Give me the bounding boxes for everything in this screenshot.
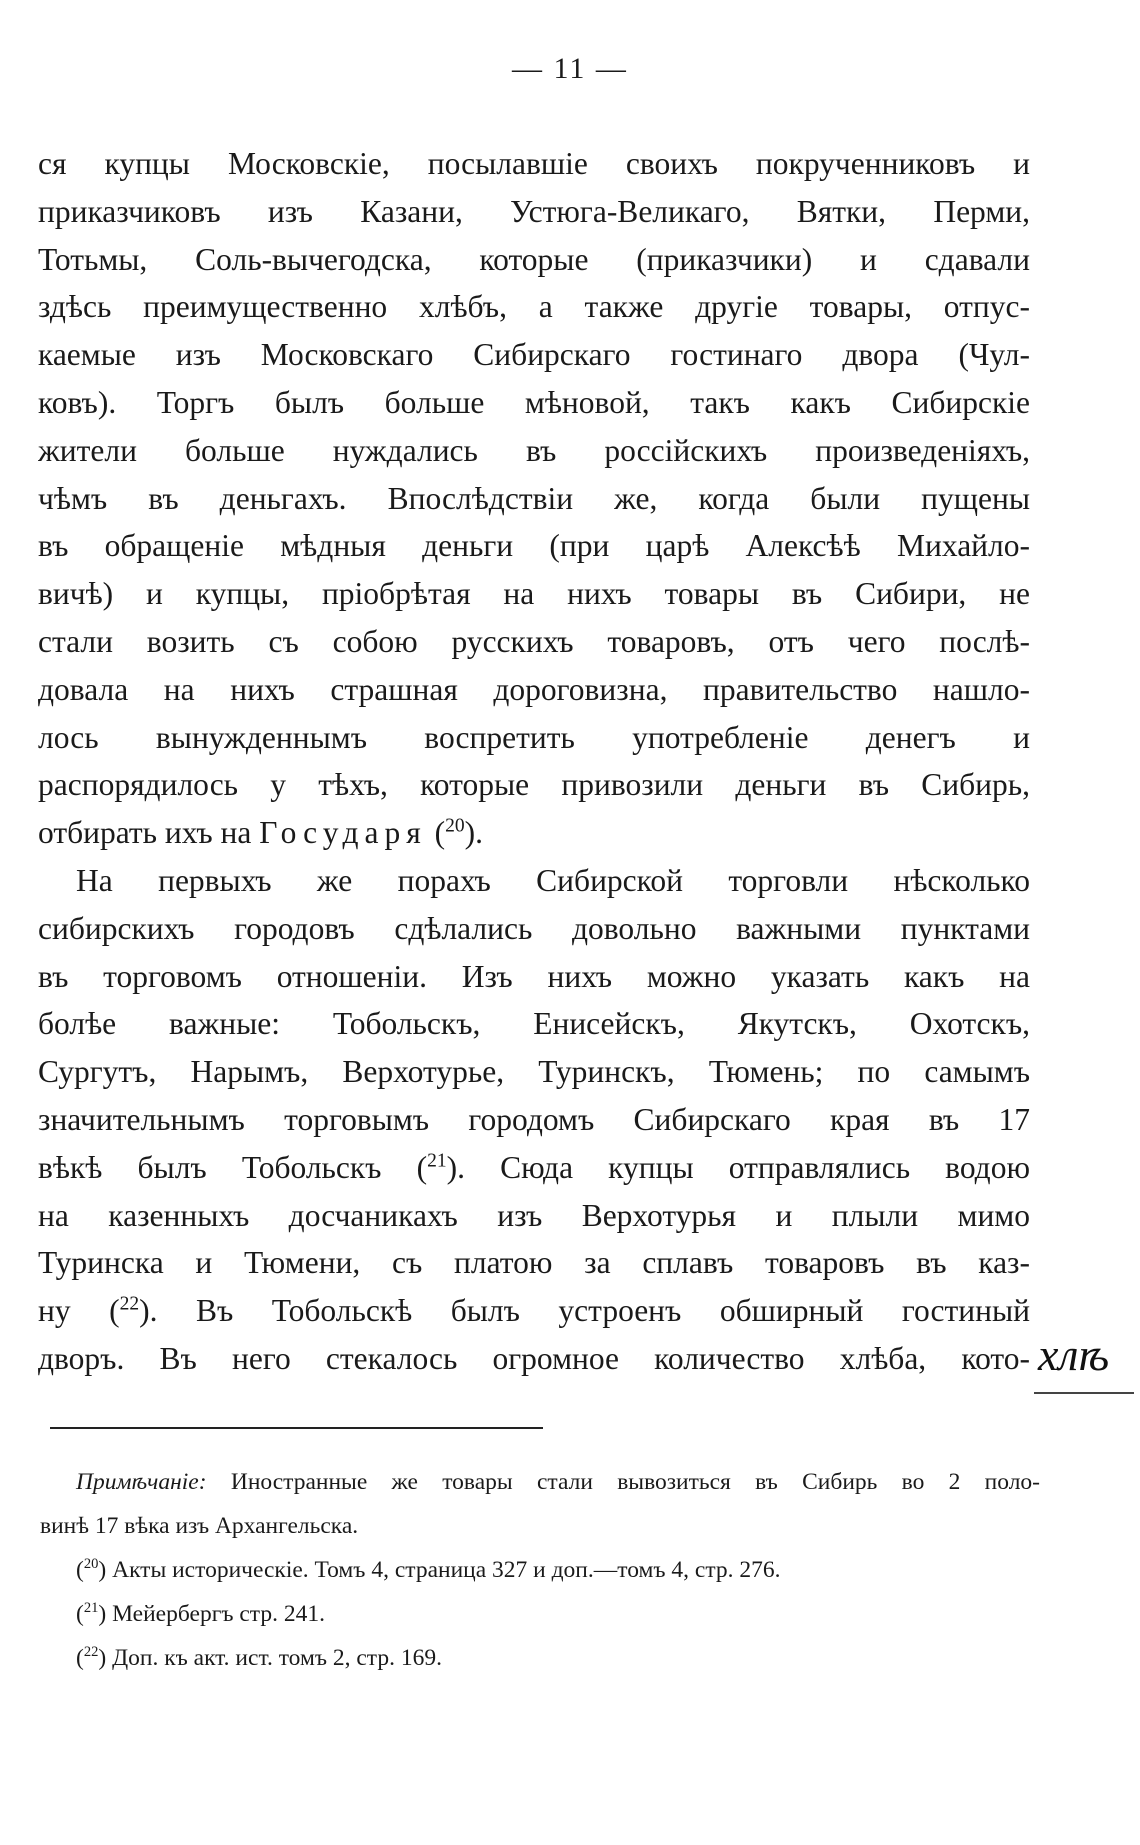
text-line: Туринска и Тюмени, съ платою за сплавъ товаровъ въ каз- xyxy=(38,1245,1030,1281)
margin-note-underline xyxy=(1034,1392,1134,1394)
text-line: Тотьмы, Соль-вычегодска, которые (приказчики) и сдавали xyxy=(38,241,1030,277)
text-line xyxy=(38,1287,1030,1335)
text-line xyxy=(38,1144,1030,1192)
text-line: на казенныхъ досчаникахъ изъ Верхотурья и плыли мимо xyxy=(38,1197,1030,1233)
text-line-paragraph-start: На первыхъ же порахъ Сибирской торговли нѣсколько xyxy=(76,862,1030,898)
text-line: довала на нихъ страшная дороговизна, правительство нашло- xyxy=(38,671,1030,707)
footnote-note-line xyxy=(40,1460,1040,1504)
text-line: здѣсь преимущественно хлѣбъ, а также другіе товары, отпус- xyxy=(38,289,1030,325)
text-fragment: вѣкѣ былъ Тобольскъ ( xyxy=(38,1149,428,1185)
footnote-ref: 22 xyxy=(119,1293,140,1315)
footnote-text: Доп. къ акт. ист. томъ 2, стр. 169. xyxy=(112,1645,442,1671)
text-fragment: ). Сюда купцы отправлялись водою xyxy=(446,1149,1030,1185)
text-line: каемые изъ Московскаго Сибирскаго гостинаго двора (Чул- xyxy=(38,337,1030,373)
note-text: Иностранные же товары стали вывозиться въ Сибирь во 2 поло- xyxy=(230,1469,1040,1495)
footnote-text: Акты историческіе. Томъ 4, страница 327 и доп.—томъ 4, стр. 276. xyxy=(112,1557,781,1583)
text-line: чѣмъ въ деньгахъ. Впослѣдствіи же, когда были пущены xyxy=(38,480,1030,516)
text-line: ся купцы Московскіе, посылавшіе своихъ покрученниковъ и xyxy=(38,146,1030,181)
text-fragment: отбирать ихъ на xyxy=(38,815,252,851)
footnote-entry: ($^{20}$) Акты историческіе. Томъ 4, страница 327 и доп.—томъ 4, стр. 276. xyxy=(76,1556,781,1583)
text-line: жители больше нуждались въ россійскихъ произведеніяхъ, xyxy=(38,432,1030,468)
footnote-ref: 20 xyxy=(445,815,465,837)
footnotes xyxy=(40,1460,1040,1680)
text-line: распорядилось у тѣхъ, которые привозили деньги въ Сибирь, xyxy=(38,767,1030,803)
footnote-note-line: винѣ 17 вѣка изъ Архангельска. xyxy=(40,1513,359,1539)
text-line: въ торговомъ отношеніи. Изъ нихъ можно указать какъ на xyxy=(38,958,1030,994)
text-line: болѣе важные: Тобольскъ, Енисейскъ, Якутскъ, Охотскъ, xyxy=(38,1006,1030,1042)
text-fragment: ). xyxy=(464,815,484,851)
footnote-entry: ($^{22}$) Доп. къ акт. ист. томъ 2, стр. 169. xyxy=(76,1644,442,1671)
text-fragment: ну ( xyxy=(38,1293,120,1329)
footnote-ref: 21 xyxy=(427,1150,447,1172)
text-line: лось вынужденнымъ воспретить употребленіе денегъ и xyxy=(38,719,1030,755)
text-line: Сургутъ, Нарымъ, Верхотурье, Туринскъ, Тюмень; по самымъ xyxy=(38,1054,1030,1090)
spaced-word: Государя xyxy=(259,815,427,851)
text-line: приказчиковъ изъ Казани, Устюга-Великаго, Вятки, Перми, xyxy=(38,193,1030,229)
footnote-number: 21 xyxy=(83,1600,99,1617)
text-line-paragraph-end: отбирать ихъ на Государя ($^{20}$). xyxy=(38,815,484,851)
text-line: сибирскихъ городовъ сдѣлались довольно важными пунктами xyxy=(38,910,1030,946)
text-line: вичѣ) и купцы, пріобрѣтая на нихъ товары въ Сибири, не xyxy=(38,576,1030,612)
footnote-number: 22 xyxy=(83,1644,99,1661)
text-line: ковъ). Торгъ былъ больше мѣновой, такъ какъ Сибирскіе xyxy=(38,384,1030,420)
text-fragment: ). Въ Тобольскѣ былъ устроенъ обширный гостиный xyxy=(139,1293,1030,1329)
text-line: стали возить съ собою русскихъ товаровъ, отъ чего послѣ- xyxy=(38,623,1030,659)
handwritten-margin-note: хлѣ xyxy=(1038,1329,1110,1380)
footnote-text: Мейербергъ стр. 241. xyxy=(112,1601,325,1627)
footnote-rule xyxy=(50,1427,543,1429)
text-line: значительнымъ торговымъ городомъ Сибирскаго края въ 17 xyxy=(38,1101,1030,1137)
page-number: — 11 — xyxy=(512,52,628,85)
note-label: Примѣчаніе: xyxy=(76,1469,207,1495)
text-line: въ обращеніе мѣдныя деньги (при царѣ Алексѣѣ Михайло- xyxy=(38,528,1030,564)
body-text xyxy=(38,140,1030,1383)
footnote-number: 20 xyxy=(83,1556,99,1573)
text-line: дворъ. Въ него стекалось огромное количество хлѣба, кото- xyxy=(38,1340,1030,1376)
footnote-entry: ($^{21}$) Мейербергъ стр. 241. xyxy=(76,1600,325,1627)
